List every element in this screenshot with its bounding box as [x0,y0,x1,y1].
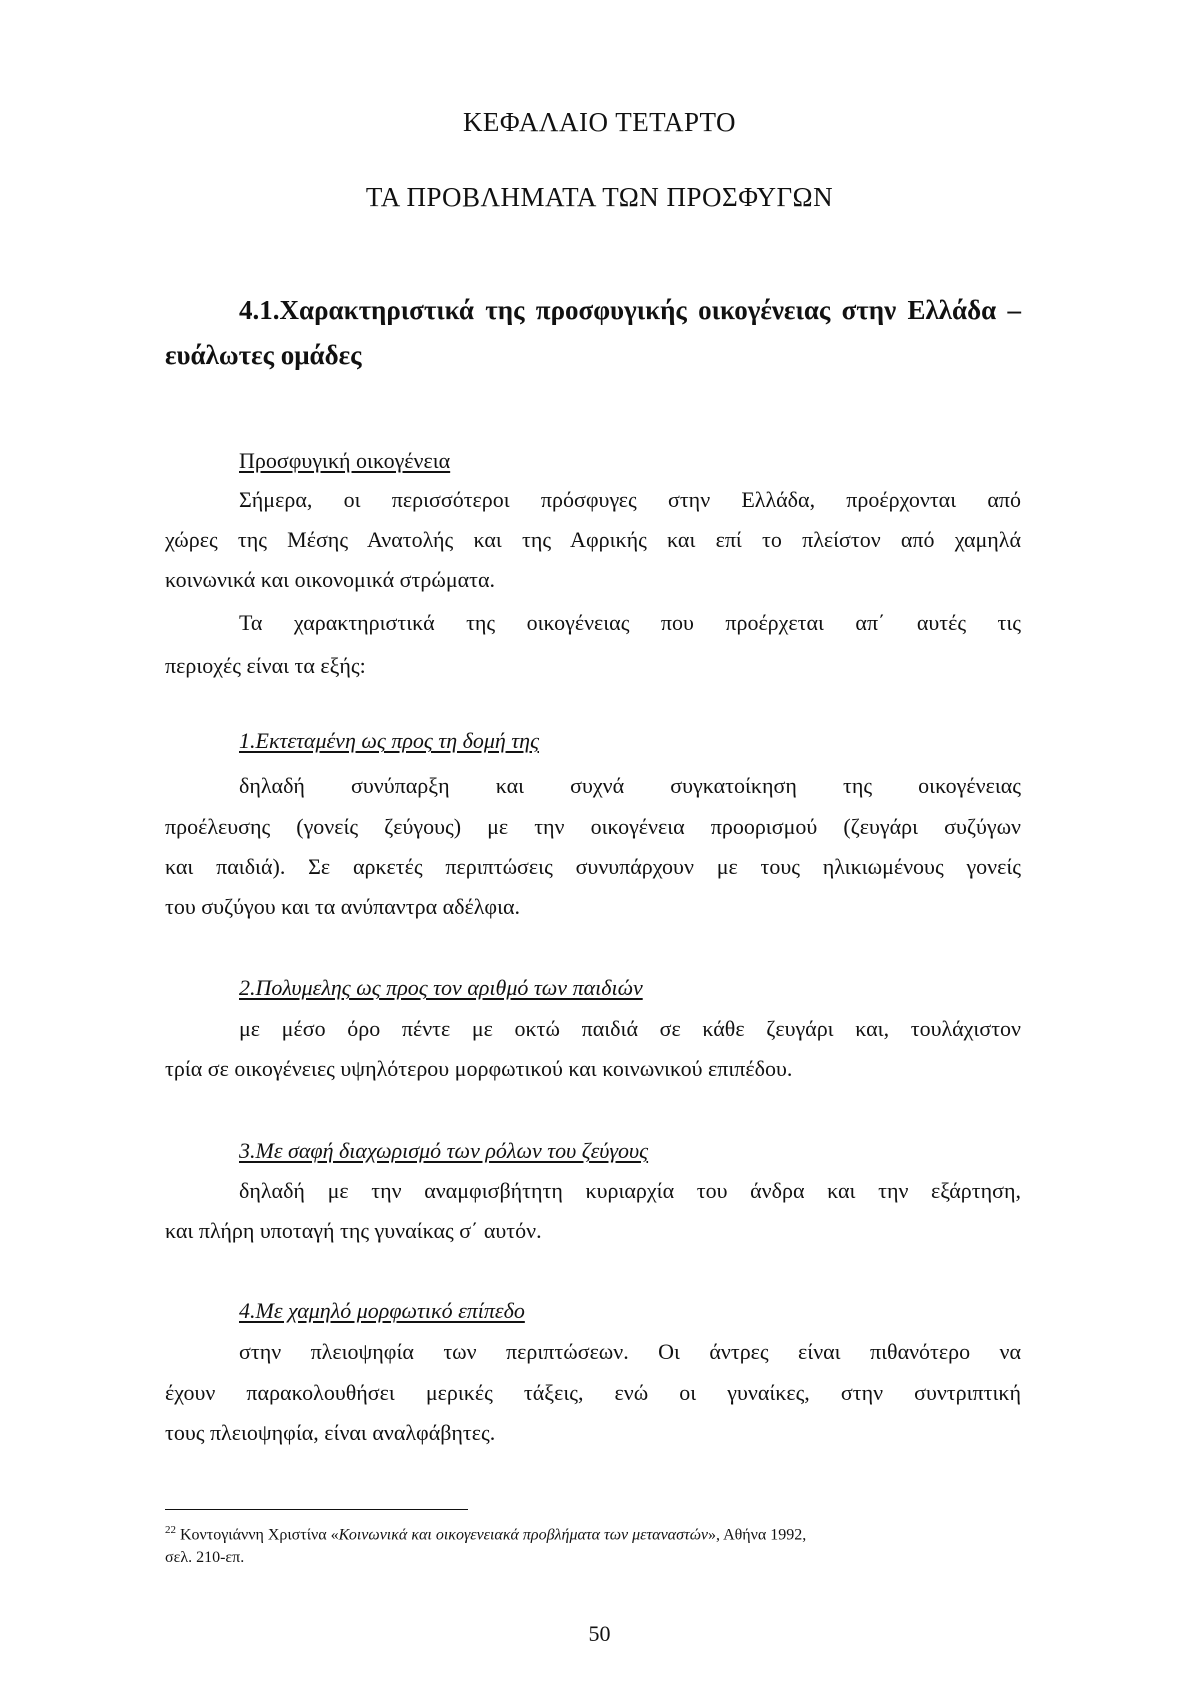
item-3-line-2: και πλήρη υποταγή της γυναίκας σ΄ αυτόν. [165,1218,542,1243]
item-1-heading: 1.Εκτεταμένη ως προς τη δομή της [239,728,540,753]
subheading: Προσφυγική οικογένεια [239,448,451,473]
footnote-number: 22 [165,1524,176,1536]
item-1-line-4: του συζύγου και τα ανύπαντρα αδέλφια. [165,894,521,919]
item-4-line-1: στην πλειοψηφία των περιπτώσεων. Οι άντρες είναι πιθανότερο να [239,1339,1021,1364]
intro-line-5: περιοχές είναι τα εξής: [165,653,366,678]
footnote-title: Κοινωνικά και οικογενειακά προβλήματα των μεταναστών [338,1526,708,1544]
section-heading-line2: ευάλωτες ομάδες [165,340,362,370]
footnote-line-1 [165,1524,806,1544]
item-2-line-2: τρία σε οικογένειες υψηλότερου μορφωτικού και κοινωνικού επιπέδου. [165,1056,793,1081]
item-1-line-3: και παιδιά). Σε αρκετές περιπτώσεις συνυπάρχουν με τους ηλικιωμένους γονείς [165,854,1021,879]
chapter-title: ΤΑ ΠΡΟΒΛΗΜΑΤΑ ΤΩΝ ΠΡΟΣΦΥΓΩΝ [365,182,834,212]
item-4-heading: 4.Με χαμηλό μορφωτικό επίπεδο [239,1298,525,1323]
item-1-line-1: δηλαδή συνύπαρξη και συχνά συγκατοίκηση της οικογένειας [239,773,1021,798]
footnote-rule [165,1509,468,1510]
section-heading-line1: 4.1.Χαρακτηριστικά της προσφυγικής οικογένειας στην Ελλάδα – [239,295,1021,325]
item-2-heading: 2.Πολυμελης ως προς τον αριθμό των παιδιών [239,975,643,1000]
chapter-heading: ΚΕΦΑΛΑΙΟ ΤΕΤΑΡΤΟ [462,107,737,137]
item-3-heading: 3.Με σαφή διαχωρισμό των ρόλων του ζεύγους [239,1138,649,1163]
page-number: 50 [588,1621,611,1646]
item-4-line-2: έχουν παρακολουθήσει μερικές τάξεις, ενώ οι γυναίκες, στην συντριπτική [165,1380,1021,1405]
item-1-line-2: προέλευσης (γονείς ζεύγους) με την οικογένεια προορισμού (ζευγάρι συζύγων [165,814,1021,839]
footnote-rest: », Αθήνα 1992, [707,1526,807,1544]
item-3-line-1: δηλαδή με την αναμφισβήτητη κυριαρχία του άνδρα και την εξάρτηση, [239,1178,1021,1203]
intro-line-4: Τα χαρακτηριστικά της οικογένειας που προέρχεται απ΄ αυτές τις [239,610,1021,635]
intro-line-1: Σήμερα, οι περισσότεροι πρόσφυγες στην Ελλάδα, προέρχονται από [239,487,1021,512]
item-4-line-3: τους πλειοψηφία, είναι αναλφάβητες. [165,1420,496,1445]
item-2-line-1: με μέσο όρο πέντε με οκτώ παιδιά σε κάθε ζευγάρι και, τουλάχιστον [239,1016,1021,1041]
intro-line-2: χώρες της Μέσης Ανατολής και της Αφρικής και επί το πλείστον από χαμηλά [165,527,1021,552]
intro-line-3: κοινωνικά και οικονομικά στρώματα. [165,567,496,592]
footnote-line-2: σελ. 210-επ. [165,1549,245,1566]
footnote-author: Κοντογιάννη Χριστίνα « [176,1526,339,1544]
